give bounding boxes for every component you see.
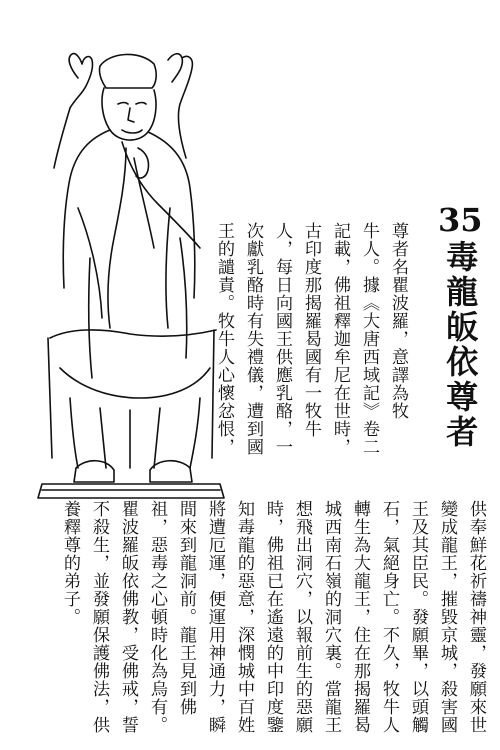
text-column: 養釋尊的弟子。 bbox=[60, 500, 80, 626]
text-column: 王的譴責。牧牛人心懷忿恨， bbox=[214, 222, 234, 456]
text-column: 時，佛祖已在遙遠的中印度鑒 bbox=[263, 500, 283, 734]
text-column: 人，每日向國王供應乳酪，一 bbox=[272, 222, 292, 456]
text-column: 間來到龍洞前。龍王見到佛 bbox=[176, 500, 196, 716]
text-column: 城西南石嶺的洞穴裏。當龍王 bbox=[321, 500, 341, 734]
text-column: 將遭厄運，便運用神通力，瞬 bbox=[205, 500, 225, 734]
text-column: 王及其臣民。發願畢，以頭觸 bbox=[408, 500, 428, 734]
lower-text-block bbox=[55, 500, 490, 750]
text-column: 變成龍王，摧毀京城，殺害國 bbox=[437, 500, 457, 734]
page-title bbox=[438, 200, 483, 450]
text-column: 供奉鮮花祈禱神靈，發願來世 bbox=[466, 500, 486, 734]
text-column: 知毒龍的惡意，深憫城中百姓 bbox=[234, 500, 254, 734]
text-column: 祖，惡毒之心頓時化為烏有。 bbox=[147, 500, 167, 734]
text-column: 牛人。據《大唐西域記》卷二 bbox=[359, 222, 379, 456]
title-text: 毒龍皈依尊者 bbox=[441, 240, 480, 450]
arhat-illustration bbox=[30, 38, 230, 508]
text-column: 想飛出洞穴，以報前生的惡願 bbox=[292, 500, 312, 734]
text-column: 不殺生，並發願保護佛法，供 bbox=[89, 500, 109, 734]
text-column: 轉生為大龍王，住在那揭羅曷 bbox=[350, 500, 370, 734]
text-column: 次獻乳酪時有失禮儀，遭到國 bbox=[243, 222, 263, 456]
text-column: 瞿波羅皈依佛教，受佛戒，誓 bbox=[118, 500, 138, 734]
text-column: 尊者名瞿波羅，意譯為牧 bbox=[388, 222, 408, 420]
upper-text-block bbox=[209, 222, 412, 502]
text-column: 記載，佛祖釋迦牟尼在世時， bbox=[330, 222, 350, 456]
title-number: 35 bbox=[438, 201, 483, 239]
text-column: 石，氣絕身亡。不久，牧牛人 bbox=[379, 500, 399, 734]
text-column: 古印度那揭羅曷國有一牧牛 bbox=[301, 222, 321, 438]
